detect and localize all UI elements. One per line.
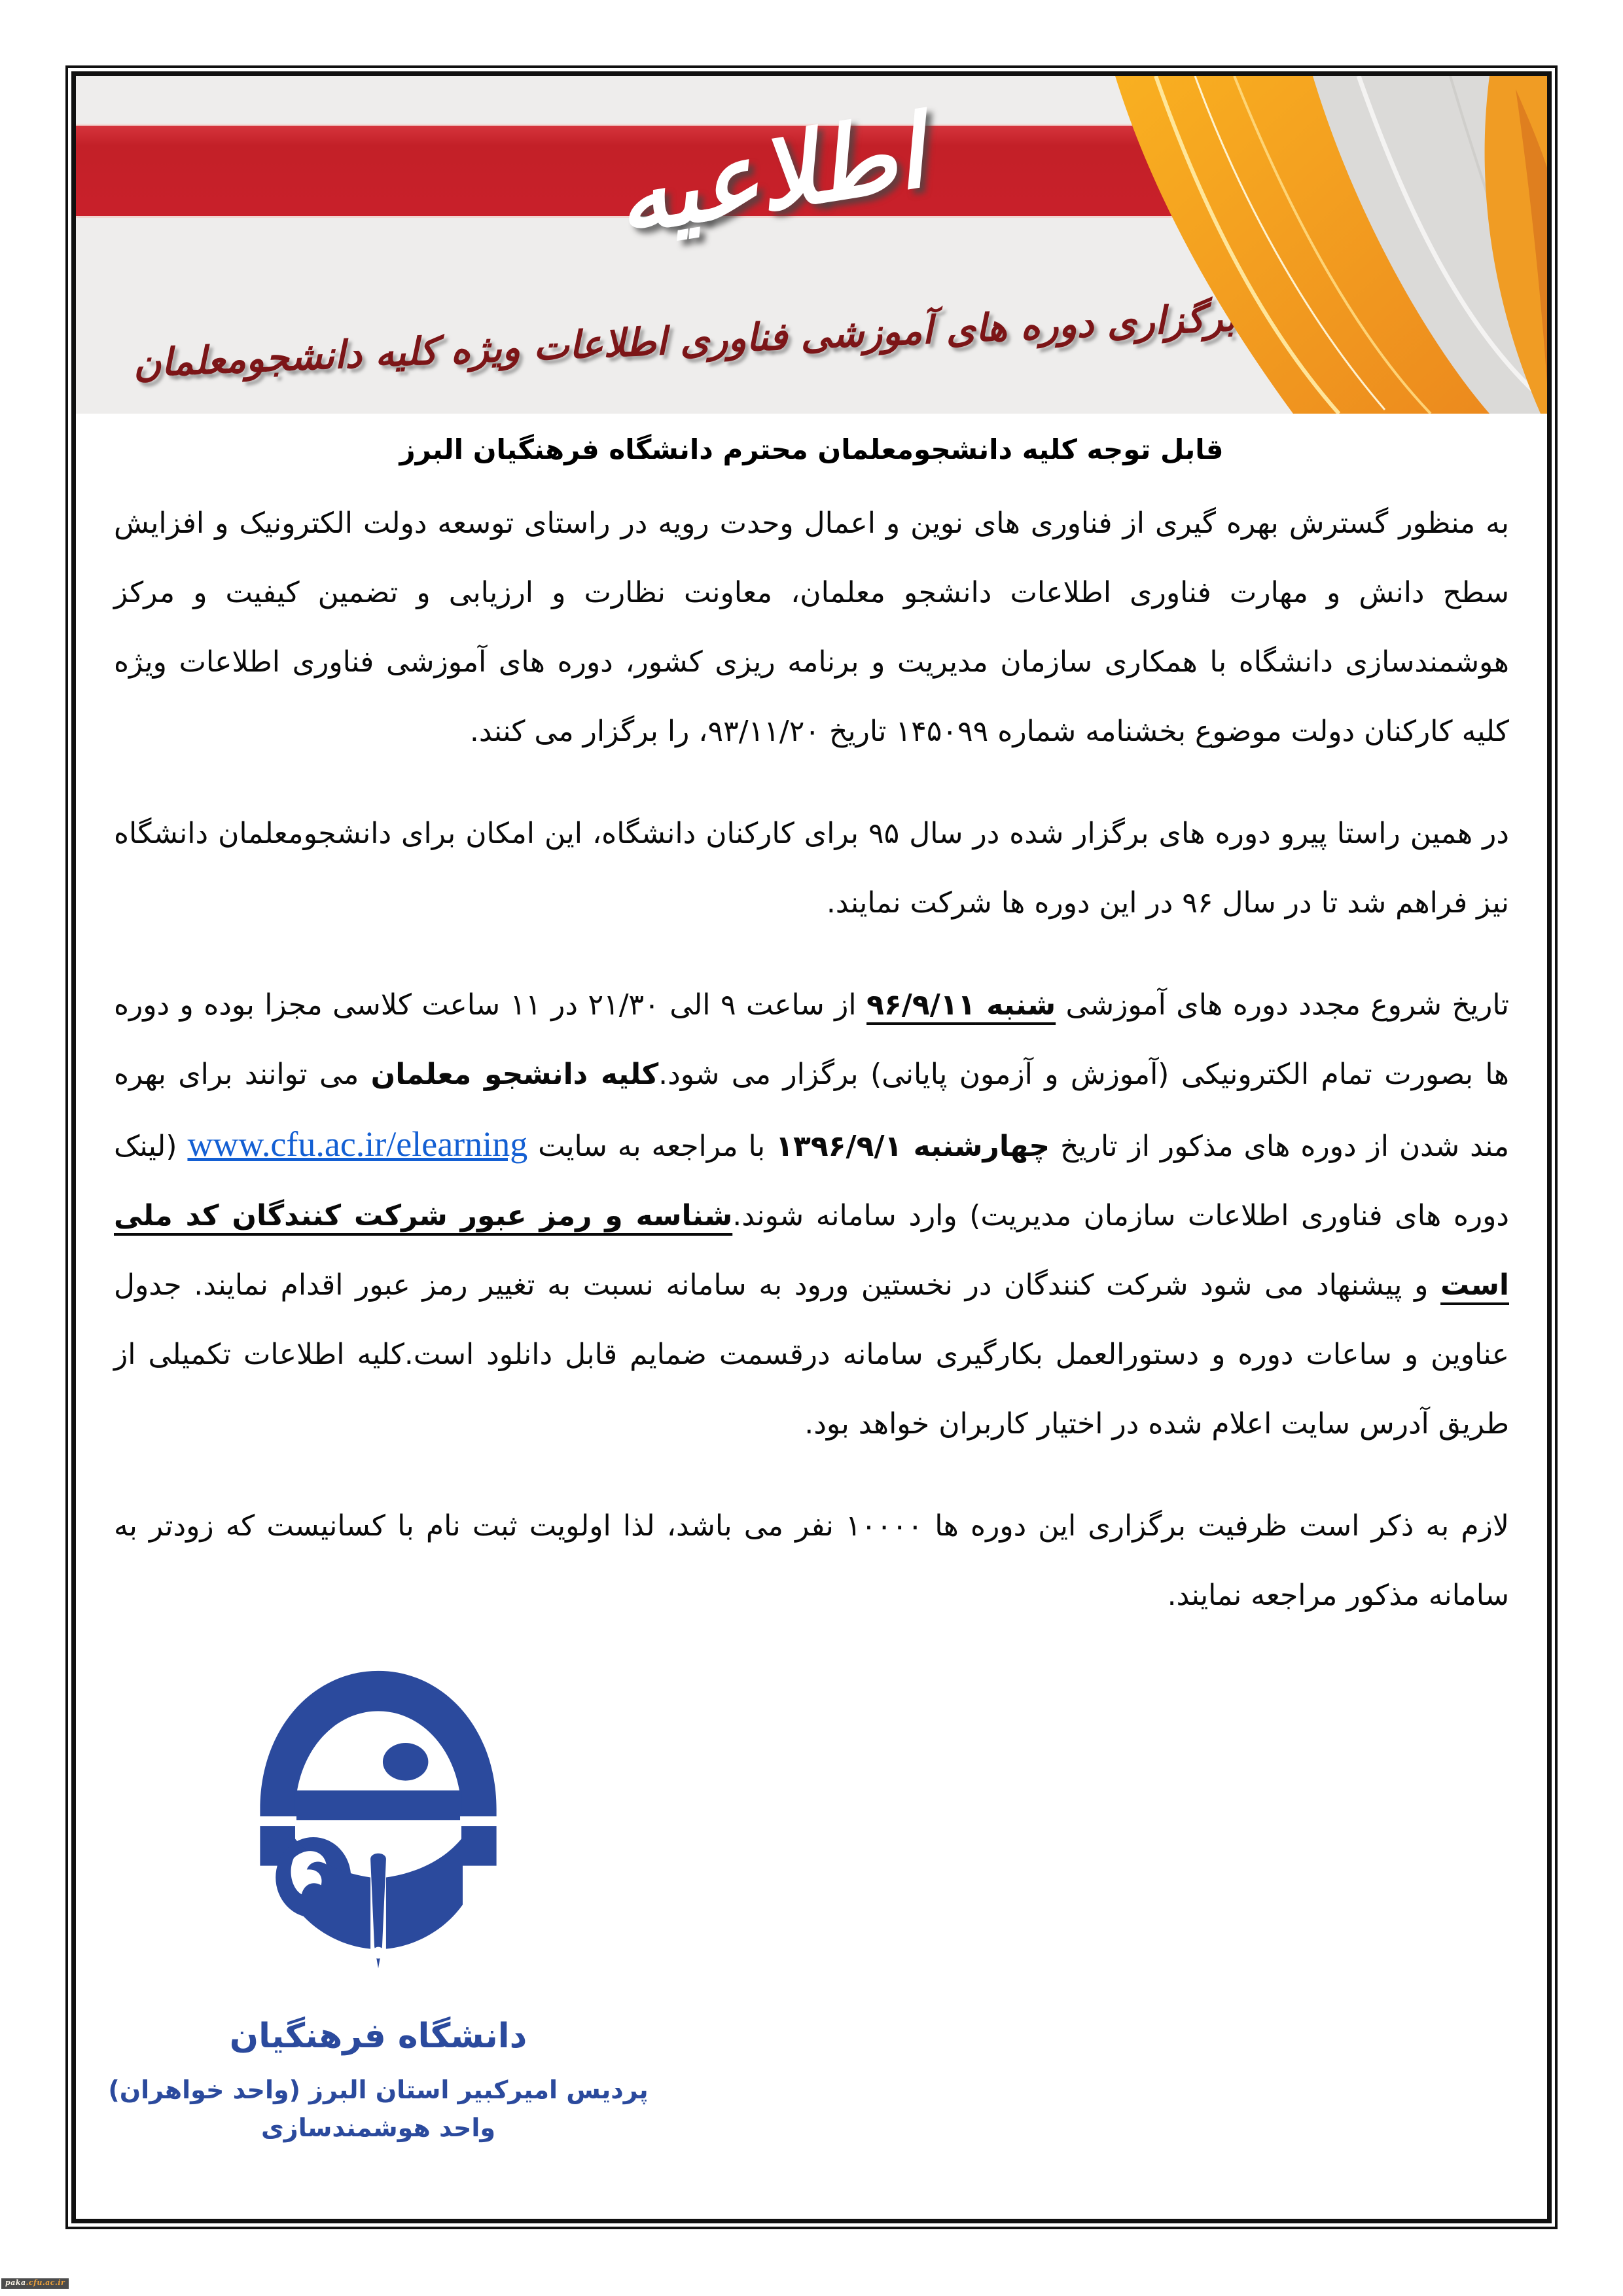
university-name: دانشگاه فرهنگیان xyxy=(229,2017,527,2056)
ribbon-decoration xyxy=(76,76,1547,414)
notice-paragraph xyxy=(114,799,1509,938)
campus-name: پردیس امیرکبیر استان البرز (واحد خواهران) xyxy=(108,2075,649,2104)
university-logo xyxy=(250,1663,507,2001)
elearning-link[interactable]: www.cfu.ac.ir/elearning xyxy=(187,1124,528,1164)
text-segment: به منظور گسترش بهره گیری از فناوری های نوین و اعمال وحدت رویه در راستای توسعه دولت الکترونیک و افزایش سطح دانش و مهارت فناوری اطلاعات دانشجو معلمان، معاونت نظارت و ارزیابی و تضمین کیفیت و مرکز هوشمندسازی دانشگاه با همکاری سازمان مدیریت و برنامه ریزی کشور، دوره های آموزشی فناوری اطلاعات ویژه کلیه کارکنان دولت موضوع بخشنامه شماره ۱۴۵۰۹۹ تاریخ ۹۳/۱۱/۲۰، را برگزار می کنند. xyxy=(114,507,1509,748)
text-segment: شناسه و رمز عبور شرکت کنندگان کد ملی است xyxy=(114,1199,1509,1302)
header-banner xyxy=(76,76,1547,414)
watermark-domain: .cfu.ac.ir xyxy=(26,2278,65,2287)
unit-name: واحد هوشمندسازی xyxy=(260,2113,496,2142)
notice-paragraph xyxy=(114,971,1509,1459)
text-segment: می توانند برای بهره مند شدن از دوره های مذکور از تاریخ xyxy=(114,1058,1510,1163)
document-border xyxy=(65,65,1558,2229)
text-segment: در همین راستا پیرو دوره های برگزار شده در سال ۹۵ برای کارکنان دانشگاه، این امکان برای دانشجومعلمان دانشگاه نیز فراهم شد تا در سال ۹۶ در این دوره ها شرکت نمایند. xyxy=(114,817,1510,920)
notice-paragraph xyxy=(114,1492,1509,1630)
text-segment: لازم به ذکر است ظرفیت برگزاری این دوره ها ۱۰۰۰۰ نفر می باشد، لذا اولویت ثبت نام با کسانیست که زودتر به سامانه مذکور مراجعه نمایند. xyxy=(114,1509,1510,1612)
document-content xyxy=(71,71,1552,2223)
text-segment: و پیشنهاد می شود شرکت کنندگان در نخستین ورود به سامانه نسبت به تغییر رمز عبور اقدام نمایند. جدول عناوین و ساعات دوره و دستورالعمل بکارگیری سامانه درقسمت ضمایم قابل دانلود است.کلیه اطلاعات تکمیلی از طریق آدرس سایت اعلام شده در اختیار کاربران خواهد بود. xyxy=(114,1268,1509,1441)
text-segment: چهارشنبه ۱۳۹۶/۹/۱ xyxy=(776,1130,1050,1163)
text-segment: از ساعت ۹ الی ۲۱/۳۰ در ۱۱ ساعت کلاسی مجزا بوده و دوره ها بصورت تمام الکترونیکی (آموزش و آزمون پایانی) برگزار می شود. xyxy=(114,988,1509,1091)
notice-paragraph xyxy=(114,489,1509,766)
watermark-badge xyxy=(1,2278,69,2289)
notice-heading: قابل توجه کلیه دانشجومعلمان محترم دانشگاه فرهنگیان البرز xyxy=(399,433,1224,465)
text-segment: (لینک دوره های فناوری اطلاعات سازمان مدیریت) وارد سامانه شوند. xyxy=(114,1130,1509,1232)
banner-title-calligraphy: اطلاعیه xyxy=(608,94,931,257)
text-segment: با مراجعه به سایت xyxy=(527,1130,776,1163)
text-segment: کلیه دانشجو معلمان xyxy=(370,1058,659,1091)
notice-paragraphs xyxy=(114,489,1509,1630)
footer xyxy=(103,1663,653,2142)
text-segment: شنبه ۹۶/۹/۱۱ xyxy=(866,988,1056,1022)
watermark-site-name: paka xyxy=(5,2278,26,2287)
banner-subtitle-calligraphy: برگزاری دوره های آموزشی فناوری اطلاعات ویژه کلیه دانشجومعلمان xyxy=(132,295,1237,386)
text-segment: تاریخ شروع مجدد دوره های آموزشی xyxy=(1056,988,1509,1022)
